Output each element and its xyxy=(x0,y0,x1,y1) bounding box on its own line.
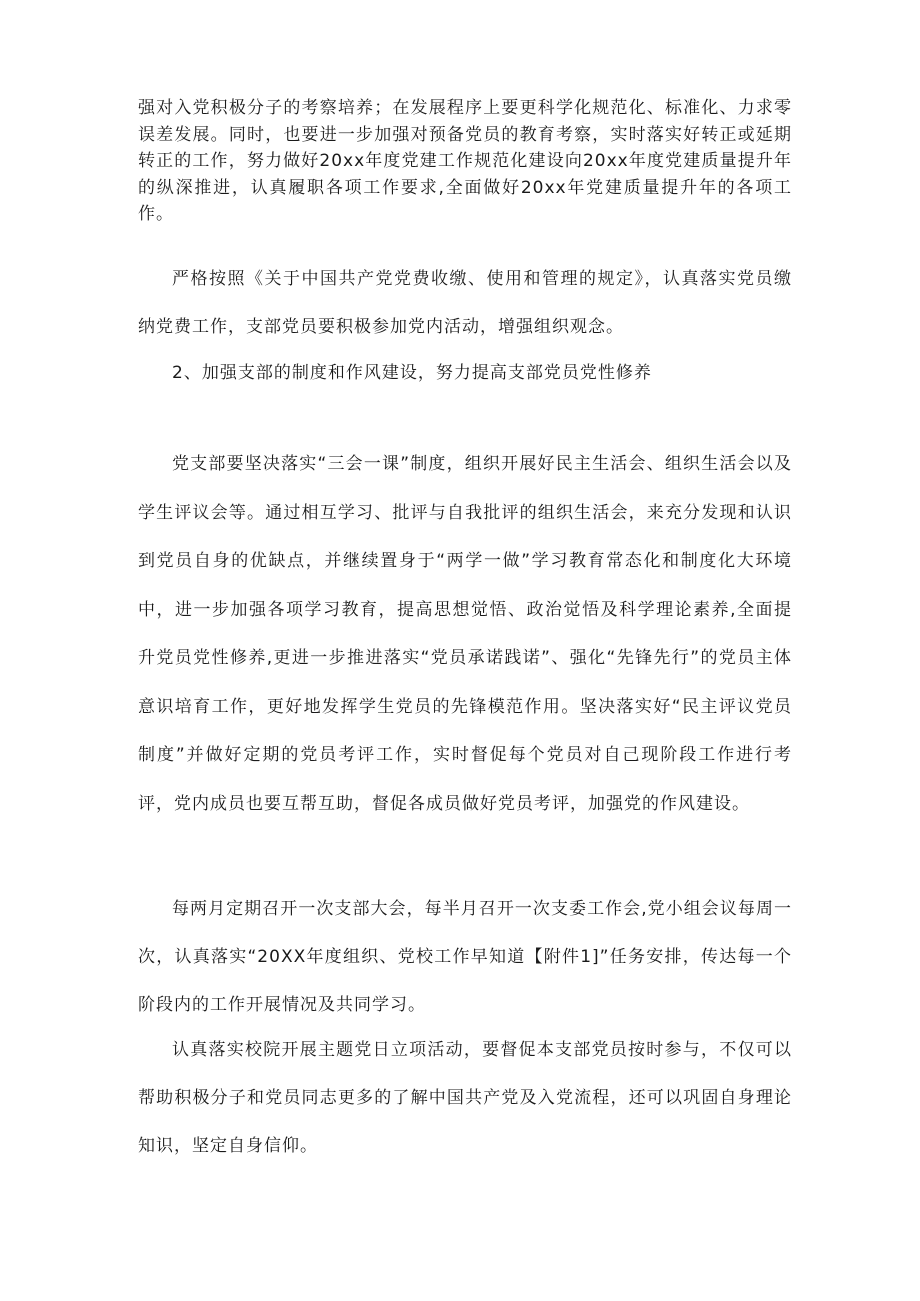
section-heading: 2、加强支部的制度和作风建设，努力提高支部党员党性修养 xyxy=(172,363,652,383)
paragraph-4: 每两月定期召开一次支部大会，每半月召开一次支委工作会,党小组会议每周一次，认真落实“20XX年度组织、党校工作早知道【附件1]”任务安排，传达每一个阶段内的工作开展情况及共同学习。 xyxy=(138,899,792,1015)
paragraph-5: 认真落实校院开展主题党日立项活动，要督促本支部党员按时参与，不仅可以帮助积极分子和党员同志更多的了解中国共产党及入党流程，还可以巩固自身理论知识，坚定自身信仰。 xyxy=(138,1040,792,1156)
paragraph-3: 党支部要坚决落实“三会一课”制度，组织开展好民主生活会、组织生活会以及学生评议会等。通过相互学习、批评与自我批评的组织生活会，来充分发现和认识到党员自身的优缺点，并继续置身于“两学一做”学习教育常态化和制度化大环境中，进一步加强各项学习教育，提高思想觉悟、政治觉悟及科学理论素养,全面提升党员党性修养,更进一步推进落实“党员承诺践诺”、强化“先锋先行”的党员主体意识培育工作，更好地发挥学生党员的先锋模范作用。坚决落实好“民主评议党员制度”并做好定期的党员考评工作，实时督促每个党员对自己现阶段工作进行考评，党内成员也要互帮互助，督促各成员做好党员考评，加强党的作风建设。 xyxy=(138,454,792,814)
paragraph-1: 强对入党积极分子的考察培养；在发展程序上要更科学化规范化、标准化、力求零误差发展。同时，也要进一步加强对预备党员的教育考察，实时落实好转正或延期转正的工作，努力做好20xx年度党建工作规范化建设向20xx年度党建质量提升年的纵深推进，认真履职各项工作要求,全面做好20xx年党建质量提升年的各项工作。 xyxy=(138,98,792,224)
paragraph-2: 严格按照《关于中国共产党党费收缴、使用和管理的规定》，认真落实党员缴纳党费工作，支部党员要积极参加党内活动，增强组织观念。 xyxy=(138,269,792,337)
